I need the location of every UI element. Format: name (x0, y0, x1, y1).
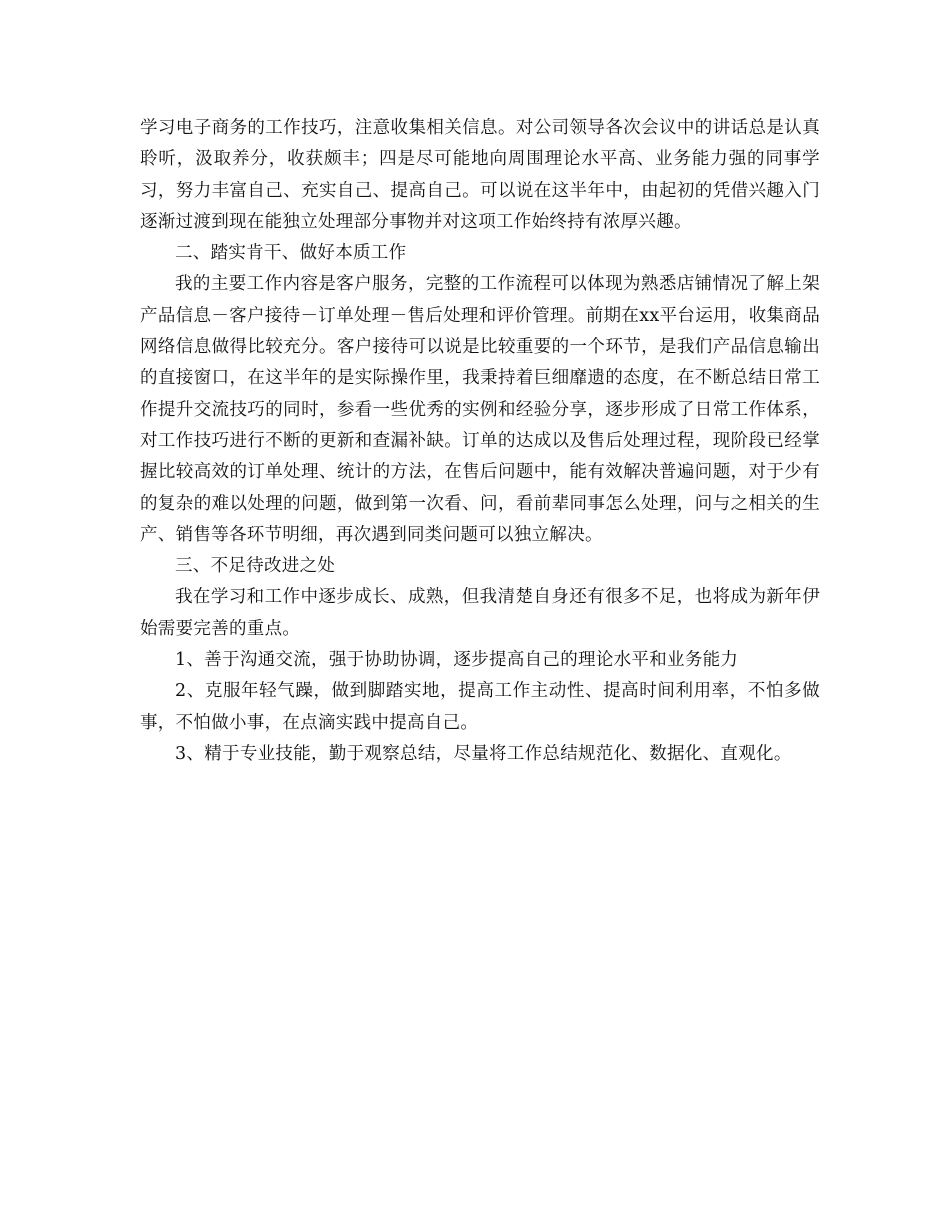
list-item-3: 3、精于专业技能，勤于观察总结，尽量将工作总结规范化、数据化、直观化。 (175, 743, 792, 764)
document-body (140, 113, 820, 770)
list-item-1: 1、善于沟通交流，强于协助协调，逐步提高自己的理论水平和业务能力 (175, 650, 739, 671)
section-heading-3: 三、不足待改进之处 (175, 556, 336, 577)
body-paragraph-shortcomings: 我在学习和工作中逐步成长、成熟，但我清楚自身还有很多不足，也将成为新年伊始需要完善的重点。 (140, 587, 820, 639)
body-paragraph-work-content: 我的主要工作内容是客户服务，完整的工作流程可以体现为熟悉店铺情况了解上架产品信息－客户接待－订单处理－售后处理和评价管理。前期在xx平台运用，收集商品网络信息做得比较充分。客户接待可以说是比较重要的一个环节，是我们产品信息输出的直接窗口，在这半年的是实际操作里，我秉持着巨细靡遗的态度，在不断总结日常工作提升交流技巧的同时，参看一些优秀的实例和经验分享，逐步形成了日常工作体系，对工作技巧进行不断的更新和查漏补缺。订单的达成以及售后处理过程，现阶段已经掌握比较高效的订单处理、统计的方法，在售后问题中，能有效解决普遍问题，对于少有的复杂的难以处理的问题，做到第一次看、问，看前辈同事怎么处理，问与之相关的生产、销售等各环节明细，再次遇到同类问题可以独立解决。 (140, 274, 820, 545)
section-heading-2: 二、踏实肯干、做好本质工作 (175, 243, 407, 264)
list-item-2: 2、克服年轻气躁，做到脚踏实地，提高工作主动性、提高时间利用率，不怕多做事，不怕做小事，在点滴实践中提高自己。 (140, 681, 820, 733)
body-paragraph-continued: 学习电子商务的工作技巧，注意收集相关信息。对公司领导各次会议中的讲话总是认真聆听，汲取养分，收获颇丰；四是尽可能地向周围理论水平高、业务能力强的同事学习，努力丰富自己、充实自己、提高自己。可以说在这半年中，由起初的凭借兴趣入门逐渐过渡到现在能独立处理部分事物并对这项工作始终持有浓厚兴趣。 (140, 118, 820, 232)
